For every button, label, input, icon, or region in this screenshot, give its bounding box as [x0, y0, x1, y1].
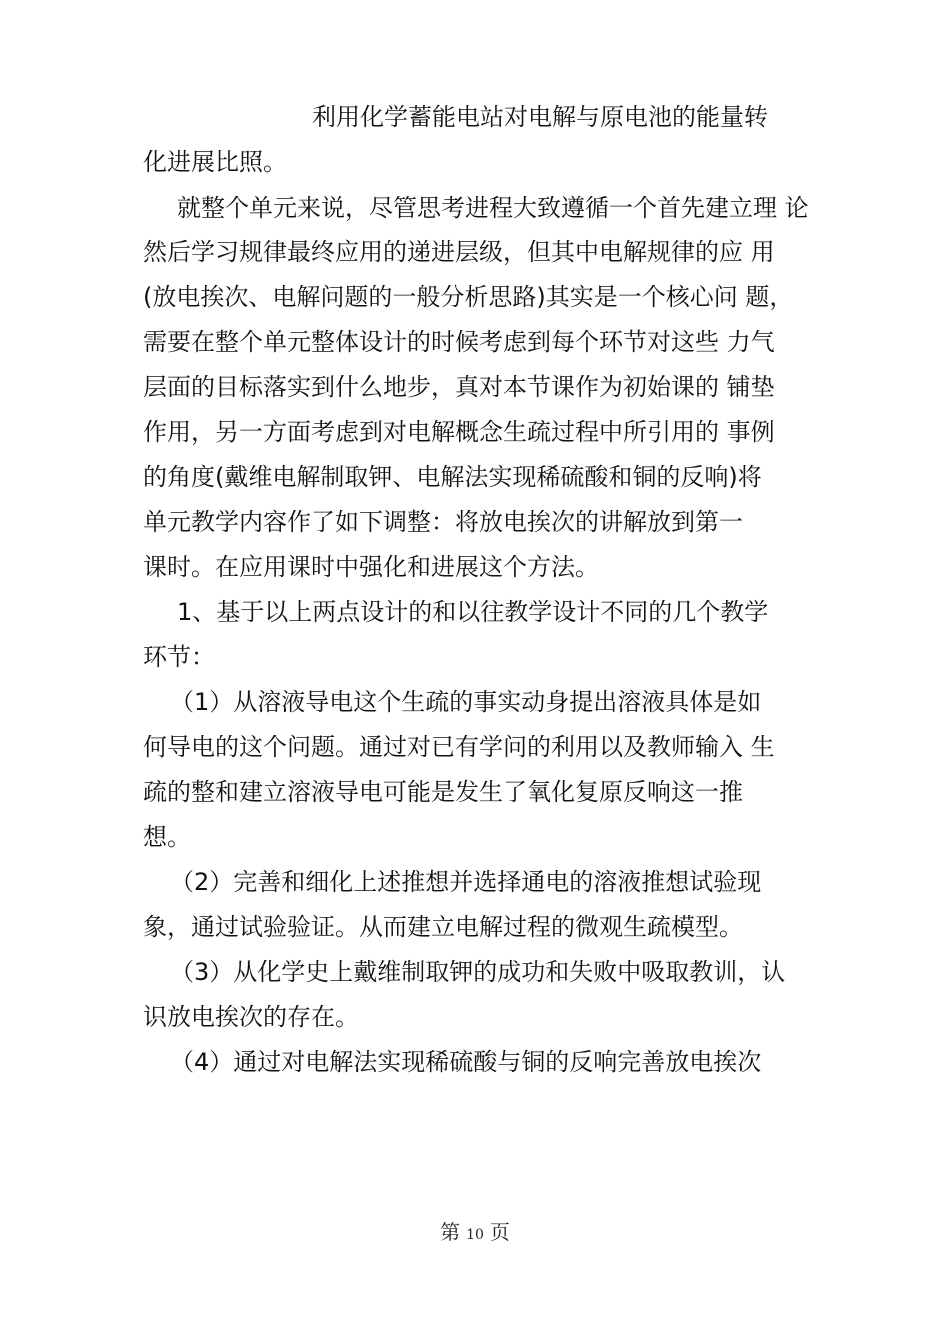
- text-line: 疏的整和建立溶液导电可能是发生了氧化复原反响这一推: [143, 778, 743, 806]
- text-line: 利用化学蓄能电站对电解与原电池的能量转: [312, 103, 768, 131]
- text-line: 层面的目标落实到什么地步，真对本节课作为初始课的 铺垫: [143, 373, 775, 401]
- text-line: (放电挨次、电解问题的一般分析思路)其实是一个核心问 题，: [143, 283, 794, 311]
- text-line: 就整个单元来说，尽管思考进程大致遵循一个首先建立理 论: [177, 194, 809, 222]
- page-footer: [0, 1216, 950, 1245]
- text-line: 环节：: [143, 643, 215, 671]
- page-number: 10: [466, 1227, 484, 1243]
- text-line: 识放电挨次的存在。: [143, 1003, 359, 1031]
- text-line: 何导电的这个问题。通过对已有学问的利用以及教师输入 生: [143, 733, 775, 761]
- text-line: （2）完善和细化上述推想并选择通电的溶液推想试验现: [170, 868, 762, 896]
- text-line: 作用，另一方面考虑到对电解概念生疏过程中所引用的 事例: [143, 418, 775, 446]
- text-line: 象，通过试验验证。从而建立电解过程的微观生疏模型。: [143, 913, 743, 941]
- text-line: （3）从化学史上戴维制取钾的成功和失败中吸取教训，认: [170, 958, 786, 986]
- text-line: 课时。在应用课时中强化和进展这个方法。: [143, 553, 599, 581]
- footer-prefix: 第: [440, 1220, 461, 1244]
- footer-suffix: 页: [489, 1220, 510, 1244]
- text-line: 需要在整个单元整体设计的时候考虑到每个环节对这些 力气: [143, 328, 775, 356]
- text-line: 的角度(戴维电解制取钾、电解法实现稀硫酸和铜的反响)将: [143, 463, 762, 491]
- text-line: 想。: [143, 823, 191, 851]
- text-line: 单元教学内容作了如下调整：将放电挨次的讲解放到第一: [143, 508, 743, 536]
- text-line: （1）从溶液导电这个生疏的事实动身提出溶液具体是如: [170, 688, 762, 716]
- text-line: 化进展比照。: [143, 148, 287, 176]
- text-line: （4）通过对电解法实现稀硫酸与铜的反响完善放电挨次: [170, 1048, 762, 1076]
- text-line: 1、基于以上两点设计的和以往教学设计不同的几个教学: [177, 598, 769, 626]
- text-line: 然后学习规律最终应用的递进层级，但其中电解规律的应 用: [143, 238, 775, 266]
